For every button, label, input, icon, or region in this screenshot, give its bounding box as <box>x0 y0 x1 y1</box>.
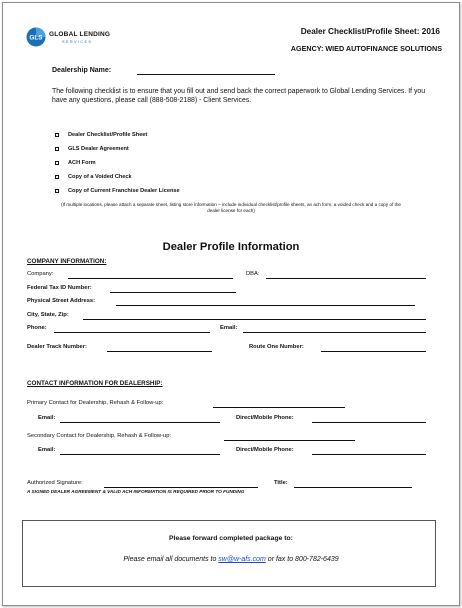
title-field[interactable] <box>294 487 412 488</box>
dba-field[interactable] <box>266 278 426 279</box>
sheet-title: Dealer Checklist/Profile Sheet: 2016 <box>300 27 440 36</box>
authorized-signature-label: Authorized Signature: <box>27 480 83 486</box>
street-address-label: Physical Street Address: <box>27 298 96 304</box>
dealer-track-field[interactable] <box>107 351 212 352</box>
tax-id-field[interactable] <box>110 292 236 293</box>
fax-suffix: or fax to 800-782-6439 <box>265 556 339 563</box>
email-prefix: Please email all documents to <box>123 556 219 563</box>
funding-disclaimer: A SIGNED DEALER AGREEMENT & VALID ACH INFORMATION IS REQUIRED PRIOR TO FUNDING <box>27 489 245 494</box>
profile-title: Dealer Profile Information <box>162 241 300 253</box>
tax-id-label: Federal Tax ID Number: <box>27 285 92 291</box>
checklist-item <box>55 188 180 194</box>
primary-direct-phone-field[interactable] <box>312 422 426 423</box>
secondary-contact-label: Secondary Contact for Dealership, Rehash & Follow-up: <box>27 433 172 439</box>
city-state-zip-label: City, State, Zip: <box>27 312 69 318</box>
gls-logo-icon <box>26 27 46 47</box>
checkbox[interactable] <box>55 175 59 179</box>
checkbox[interactable] <box>55 147 59 151</box>
email-link[interactable]: sw@w-afs.com <box>218 556 266 563</box>
logo-monogram: GLS <box>29 34 43 42</box>
checklist-item-label: Copy of a Voided Check <box>68 174 132 180</box>
company-info-heading: COMPANY INFORMATION: <box>27 258 107 265</box>
forward-package-box <box>22 520 436 587</box>
secondary-email-field[interactable] <box>60 454 220 455</box>
primary-direct-phone-label: Direct/Mobile Phone: <box>236 415 294 421</box>
forward-heading: Please forward completed package to: <box>169 535 293 542</box>
checkbox[interactable] <box>55 189 59 193</box>
company-email-field[interactable] <box>243 332 426 333</box>
secondary-email-label: Email: <box>38 447 56 453</box>
route-one-label: Route One Number: <box>249 344 304 350</box>
primary-email-label: Email: <box>38 415 56 421</box>
route-one-field[interactable] <box>321 351 426 352</box>
authorized-signature-field[interactable] <box>104 487 258 488</box>
checklist-item-label: GLS Dealer Agreement <box>68 146 129 152</box>
dba-label: DBA: <box>246 271 260 277</box>
secondary-contact-field[interactable] <box>224 440 355 441</box>
agency-line: AGENCY: WIED AUTOFINANCE SOLUTIONS <box>290 44 442 53</box>
contact-info-heading: CONTACT INFORMATION FOR DEALERSHIP: <box>27 380 163 387</box>
phone-field[interactable] <box>54 332 210 333</box>
email-instructions <box>0 556 462 563</box>
dealership-name-field[interactable] <box>137 74 275 75</box>
logo-subtitle: SERVICES <box>62 40 93 44</box>
checklist-item <box>55 132 147 138</box>
checklist-item <box>55 146 129 152</box>
primary-contact-field[interactable] <box>213 407 345 408</box>
multiple-locations-note: (If multiple locations, please attach a separate sheet, listing store information – include individual checklist/profile sheets, an ach form, a voided check and a copy of the dealer license for each) <box>61 202 401 214</box>
company-email-label: Email: <box>220 325 238 331</box>
city-state-zip-field[interactable] <box>83 319 426 320</box>
checkbox[interactable] <box>55 133 59 137</box>
checklist-item <box>55 160 96 166</box>
title-label: Title: <box>274 480 288 486</box>
checkbox[interactable] <box>55 161 59 165</box>
company-label: Company: <box>27 271 54 277</box>
dealer-track-label: Dealer Track Number: <box>27 344 87 350</box>
secondary-direct-phone-field[interactable] <box>312 454 426 455</box>
street-address-field[interactable] <box>116 305 415 306</box>
checklist-item-label: ACH Form <box>68 160 96 166</box>
checklist-item-label: Copy of Current Franchise Dealer License <box>68 188 180 194</box>
phone-label: Phone: <box>27 325 47 331</box>
company-field[interactable] <box>68 278 233 279</box>
checklist-item <box>55 174 132 180</box>
dealership-name-label: Dealership Name: <box>52 67 112 74</box>
primary-email-field[interactable] <box>60 422 220 423</box>
intro-paragraph: The following checklist is to ensure that you fill out and send back the correct paperwork to Global Lending Services. If you have any questions, please call (888-508-2188) - Client Services. <box>52 88 426 105</box>
primary-contact-label: Primary Contact for Dealership, Rehash & Follow-up: <box>27 400 164 406</box>
checklist-item-label: Dealer Checklist/Profile Sheet <box>68 132 148 138</box>
logo-name: GLOBAL LENDING <box>49 31 111 38</box>
secondary-direct-phone-label: Direct/Mobile Phone: <box>236 447 294 453</box>
